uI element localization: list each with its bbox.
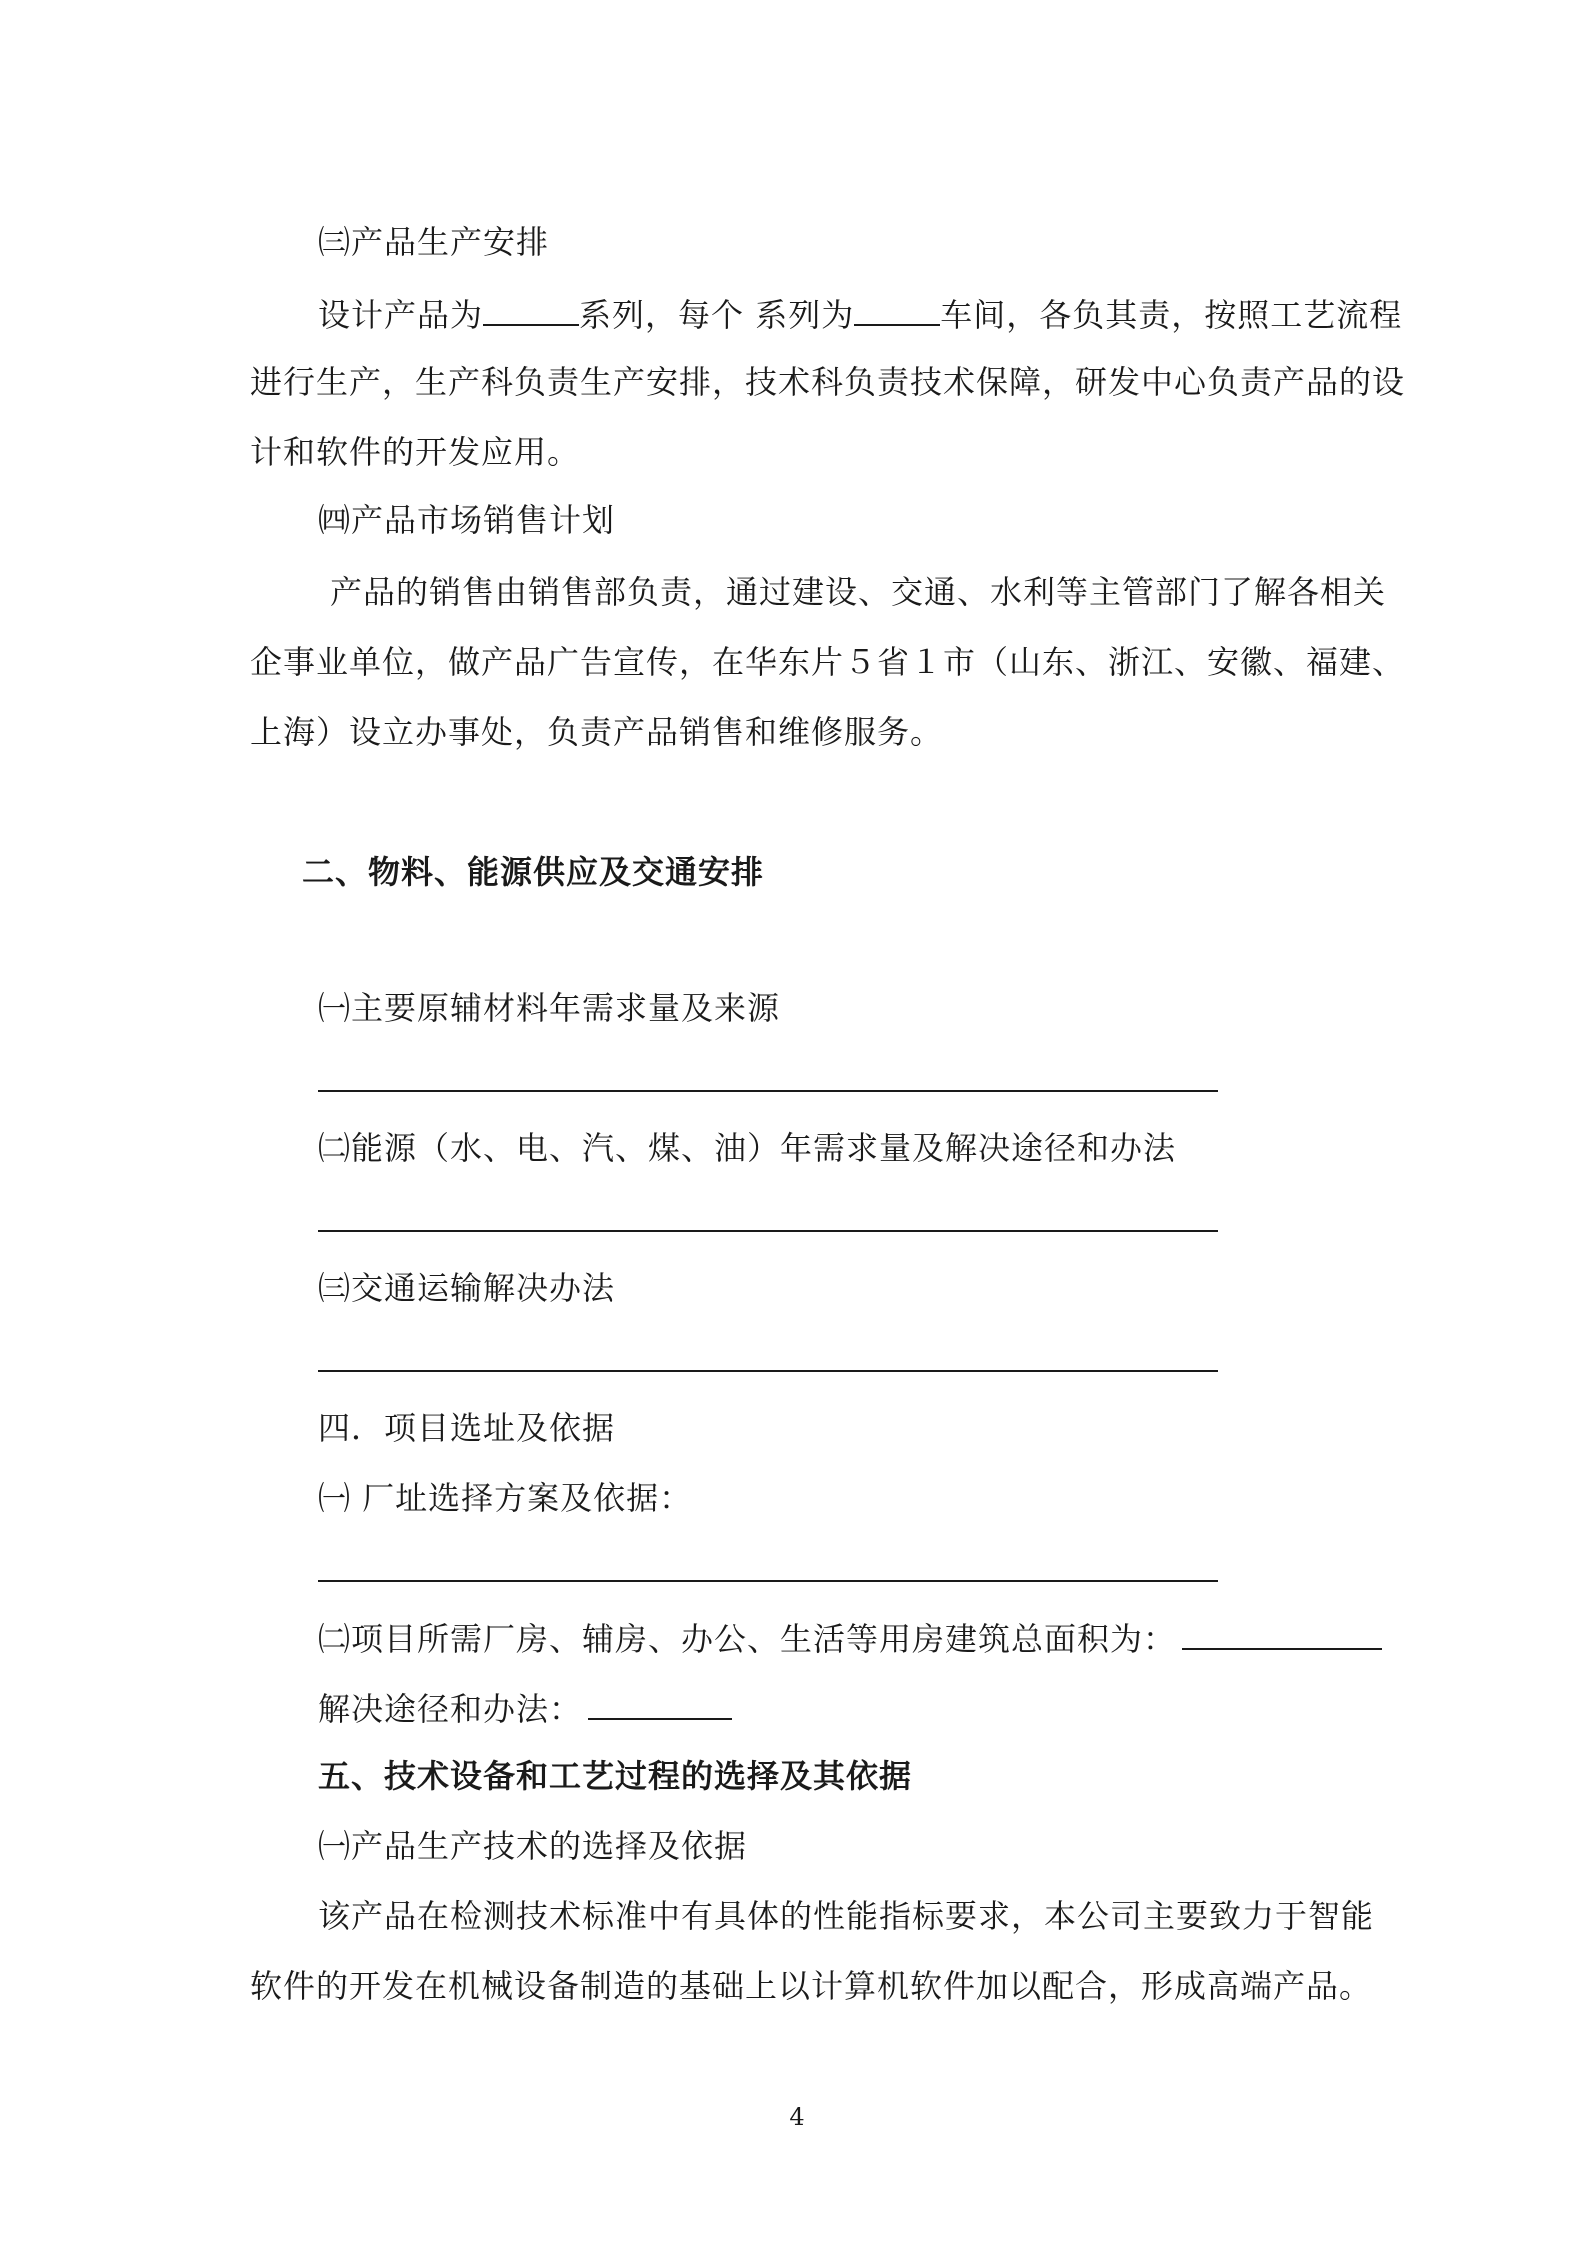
answer-line [318, 1090, 1218, 1092]
fill-blank-workshop [854, 294, 940, 326]
section-3-paragraph-line-2: 进行生产，生产科负责生产安排，技术科负责技术保障，研发中心负责产品的设 [250, 363, 1406, 401]
answer-line [318, 1580, 1218, 1582]
section-4-heading: ㈣产品市场销售计划 [318, 501, 616, 539]
part-5-heading: 五、技术设备和工艺过程的选择及其依据 [318, 1757, 913, 1795]
section-3-paragraph-line-3: 计和软件的开发应用。 [250, 433, 581, 471]
text-fragment: 解决途径和办法： [318, 1690, 583, 1728]
text-fragment: 设计产品为 [318, 296, 484, 334]
section-4-paragraph-line-2: 企事业单位，做产品广告宣传，在华东片５省１市（山东、浙江、安徽、福建、 [250, 643, 1406, 681]
part-2-item-1: ㈠主要原辅材料年需求量及来源 [318, 989, 781, 1027]
part-5-paragraph-line-2: 软件的开发在机械设备制造的基础上以计算机软件加以配合，形成高端产品。 [250, 1967, 1373, 2005]
section-3-paragraph-line-1 [318, 294, 1402, 335]
page-number: 4 [789, 2103, 805, 2131]
part-5-paragraph-line-1: 该产品在检测技术标准中有具体的性能指标要求，本公司主要致力于智能 [318, 1897, 1375, 1935]
fill-blank-solution [588, 1688, 732, 1720]
fill-blank-area [1182, 1618, 1382, 1650]
part-4-heading: 四．项目选址及依据 [318, 1409, 616, 1447]
section-4-paragraph-line-3: 上海）设立办事处，负责产品销售和维修服务。 [250, 713, 944, 751]
part-2-heading: 二、物料、能源供应及交通安排 [302, 853, 765, 891]
answer-line [318, 1370, 1218, 1372]
section-3-heading: ㈢产品生产安排 [318, 223, 550, 261]
answer-line [318, 1230, 1218, 1232]
part-4-item-2 [318, 1618, 1382, 1659]
part-2-item-3: ㈢交通运输解决办法 [318, 1269, 616, 1307]
text-fragment: ㈡项目所需厂房、辅房、办公、生活等用房建筑总面积为： [318, 1620, 1177, 1658]
part-2-item-2: ㈡能源（水、电、汽、煤、油）年需求量及解决途径和办法 [318, 1129, 1177, 1167]
fill-blank-series [483, 294, 579, 326]
part-4-item-3 [318, 1688, 732, 1729]
part-4-item-1: ㈠ 厂址选择方案及依据： [318, 1479, 693, 1517]
text-fragment: 系列，每个 系列为 [579, 296, 855, 334]
section-4-paragraph-line-1: 产品的销售由销售部负责，通过建设、交通、水利等主管部门了解各相关 [330, 573, 1387, 611]
part-5-item-1: ㈠产品生产技术的选择及依据 [318, 1827, 748, 1865]
text-fragment: 车间，各负其责，按照工艺流程 [940, 296, 1403, 334]
